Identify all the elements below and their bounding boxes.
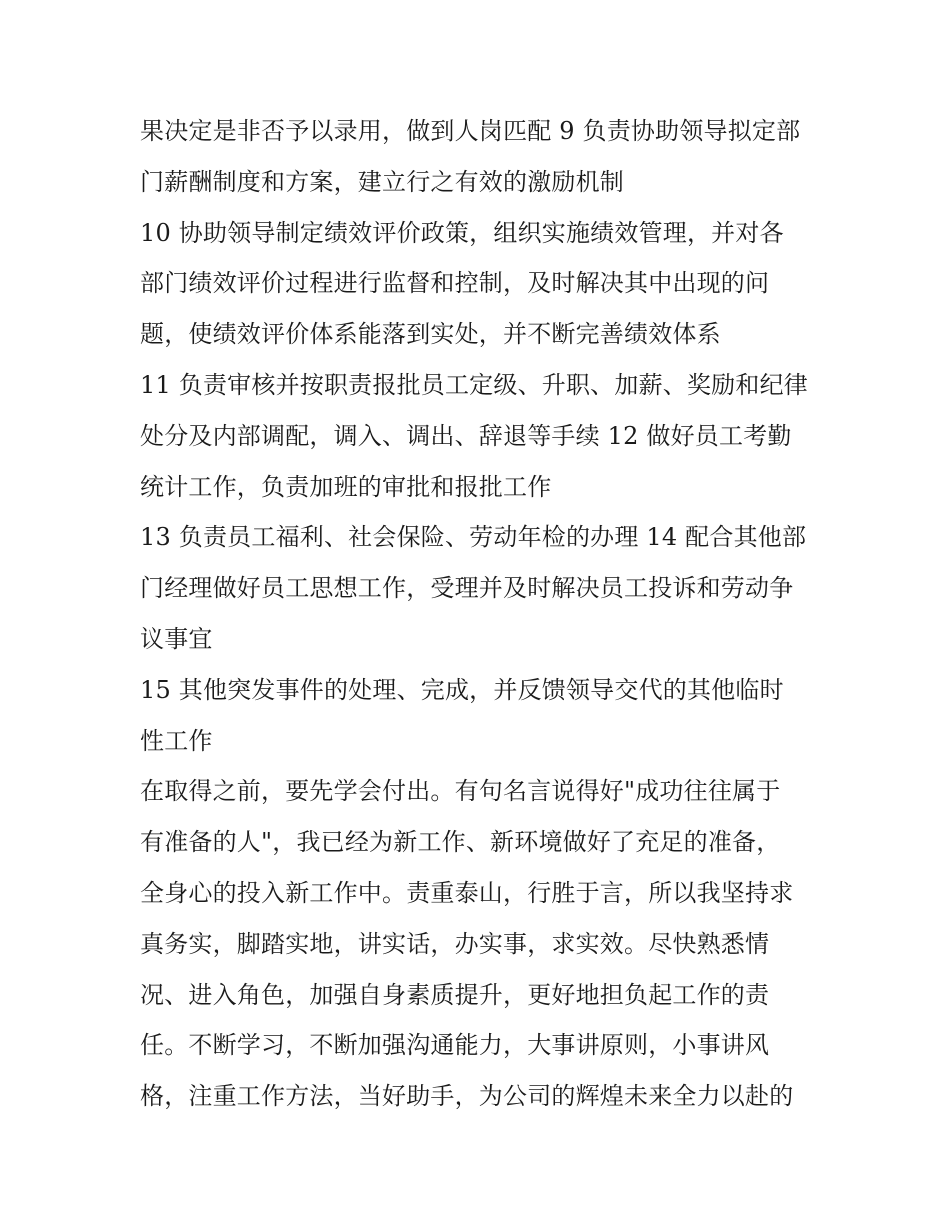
text-line: 况、进入角色，加强自身素质提升，更好地担负起工作的责 — [140, 980, 770, 1009]
text-line: 门薪酬制度和方案，建立行之有效的激励机制 — [140, 167, 624, 196]
text-line: 格，注重工作方法，当好助手，为公司的辉煌未来全力以赴的 — [140, 1082, 794, 1111]
text-line: 有准备的人"，我已经为新工作、新环境做好了充足的准备， — [140, 828, 781, 857]
text-line: 性工作 — [140, 726, 213, 755]
text-line: 13 负责员工福利、社会保险、劳动年检的办理 14 配合其他部 — [140, 523, 807, 552]
text-line: 处分及内部调配，调入、调出、辞退等手续 12 做好员工考勤 — [140, 421, 792, 450]
text-line: 门经理做好员工思想工作，受理并及时解决员工投诉和劳动争 — [140, 574, 794, 603]
text-line: 果决定是非否予以录用，做到人岗匹配 9 负责协助领导拟定部 — [140, 117, 801, 145]
text-line: 议事宜 — [140, 624, 213, 653]
text-line: 11 负责审核并按职责报批员工定级、升职、加薪、奖励和纪律 — [140, 370, 808, 399]
document-body-text — [140, 106, 820, 1122]
text-line: 题，使绩效评价体系能落到实处，并不断完善绩效体系 — [140, 320, 721, 349]
text-line: 统计工作，负责加班的审批和报批工作 — [140, 472, 552, 501]
text-line: 15 其他突发事件的处理、完成，并反馈领导交代的其他临时 — [140, 675, 784, 704]
text-line: 10 协助领导制定绩效评价政策，组织实施绩效管理，并对各 — [140, 218, 784, 247]
text-line: 在取得之前，要先学会付出。有句名言说得好"成功往往属于 — [140, 777, 781, 806]
text-line: 部门绩效评价过程进行监督和控制，及时解决其中出现的问 — [140, 269, 770, 298]
text-line: 任。不断学习，不断加强沟通能力，大事讲原则，小事讲风 — [140, 1031, 770, 1060]
text-line: 真务实，脚踏实地，讲实话，办实事，求实效。尽快熟悉情 — [140, 929, 770, 958]
text-line: 全身心的投入新工作中。责重泰山，行胜于言，所以我坚持求 — [140, 878, 794, 907]
